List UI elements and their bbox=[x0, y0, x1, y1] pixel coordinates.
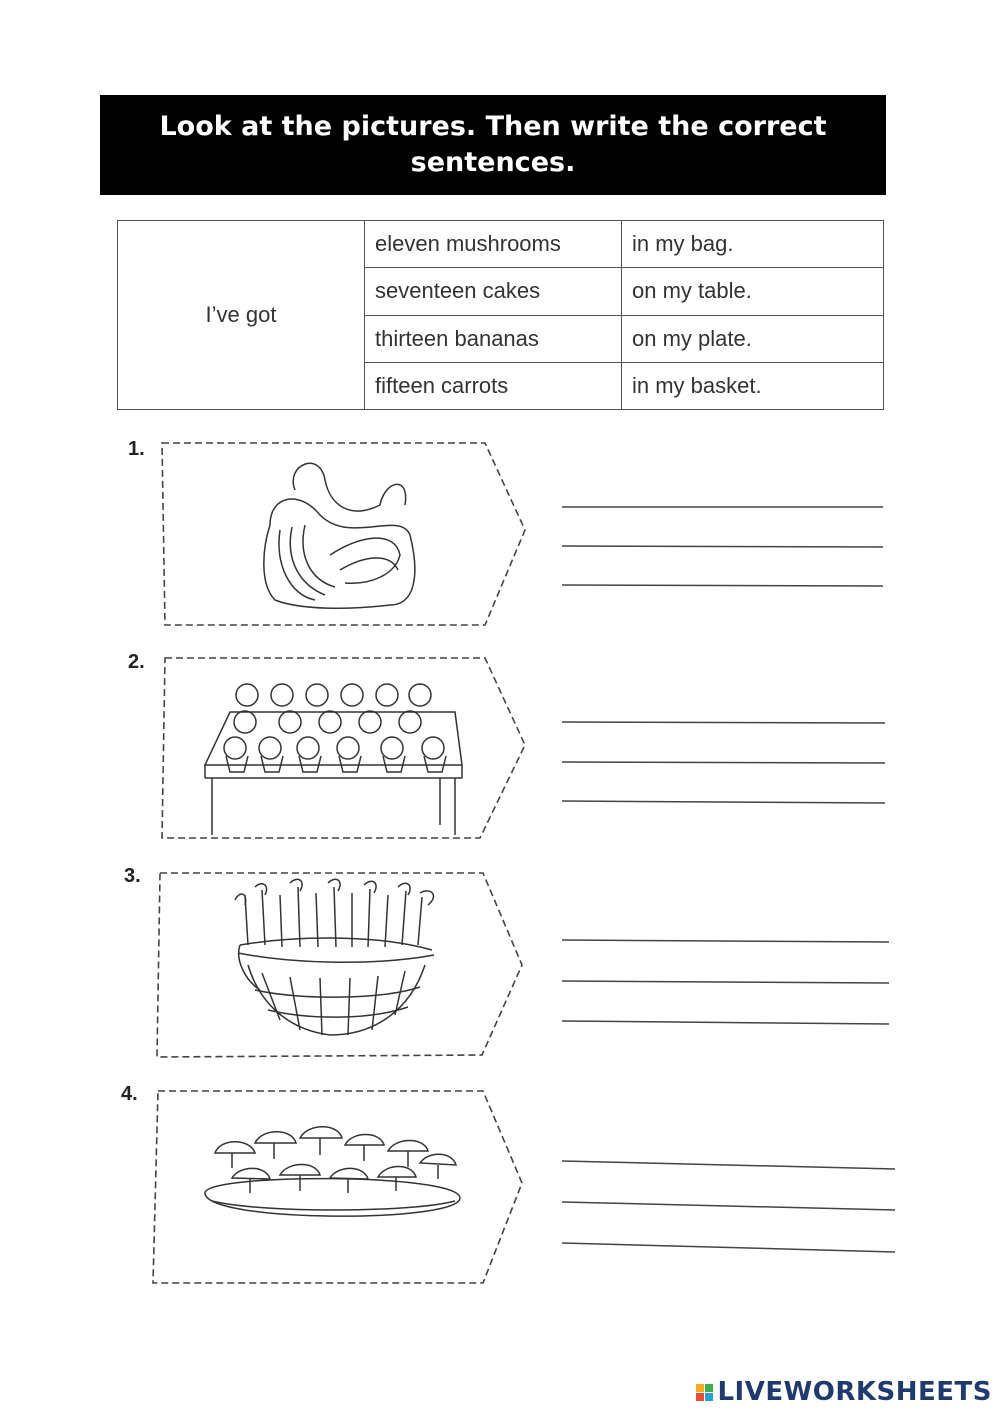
exercise-number: 3. bbox=[124, 865, 141, 887]
answer-lines[interactable] bbox=[0, 650, 1000, 860]
place-cell: in my basket. bbox=[622, 362, 884, 409]
exercise-number: 4. bbox=[121, 1083, 138, 1105]
table-row bbox=[118, 221, 884, 268]
instruction-banner bbox=[100, 95, 886, 195]
place-cell: in my bag. bbox=[622, 221, 884, 268]
exercise-1 bbox=[0, 435, 1000, 635]
place-cell: on my table. bbox=[622, 268, 884, 315]
object-cell: thirteen bananas bbox=[365, 315, 622, 362]
liveworksheets-logo[interactable] bbox=[696, 1377, 992, 1407]
exercise-number: 1. bbox=[128, 438, 145, 460]
answer-lines[interactable] bbox=[0, 1083, 1000, 1303]
exercise-3 bbox=[0, 865, 1000, 1065]
instruction-text: Look at the pictures. Then write the correct sentences. bbox=[159, 111, 827, 178]
word-bank-table bbox=[117, 220, 884, 410]
brand-name: LIVEWORKSHEETS bbox=[717, 1377, 992, 1407]
exercise-4 bbox=[0, 1083, 1000, 1283]
answer-lines[interactable] bbox=[0, 435, 1000, 645]
exercise-2 bbox=[0, 650, 1000, 850]
object-cell: fifteen carrots bbox=[365, 362, 622, 409]
subject-cell: I’ve got bbox=[118, 221, 365, 410]
place-cell: on my plate. bbox=[622, 315, 884, 362]
liveworksheets-logo-icon bbox=[696, 1384, 713, 1401]
exercise-number: 2. bbox=[128, 651, 145, 673]
object-cell: eleven mushrooms bbox=[365, 221, 622, 268]
answer-lines[interactable] bbox=[0, 865, 1000, 1075]
object-cell: seventeen cakes bbox=[365, 268, 622, 315]
